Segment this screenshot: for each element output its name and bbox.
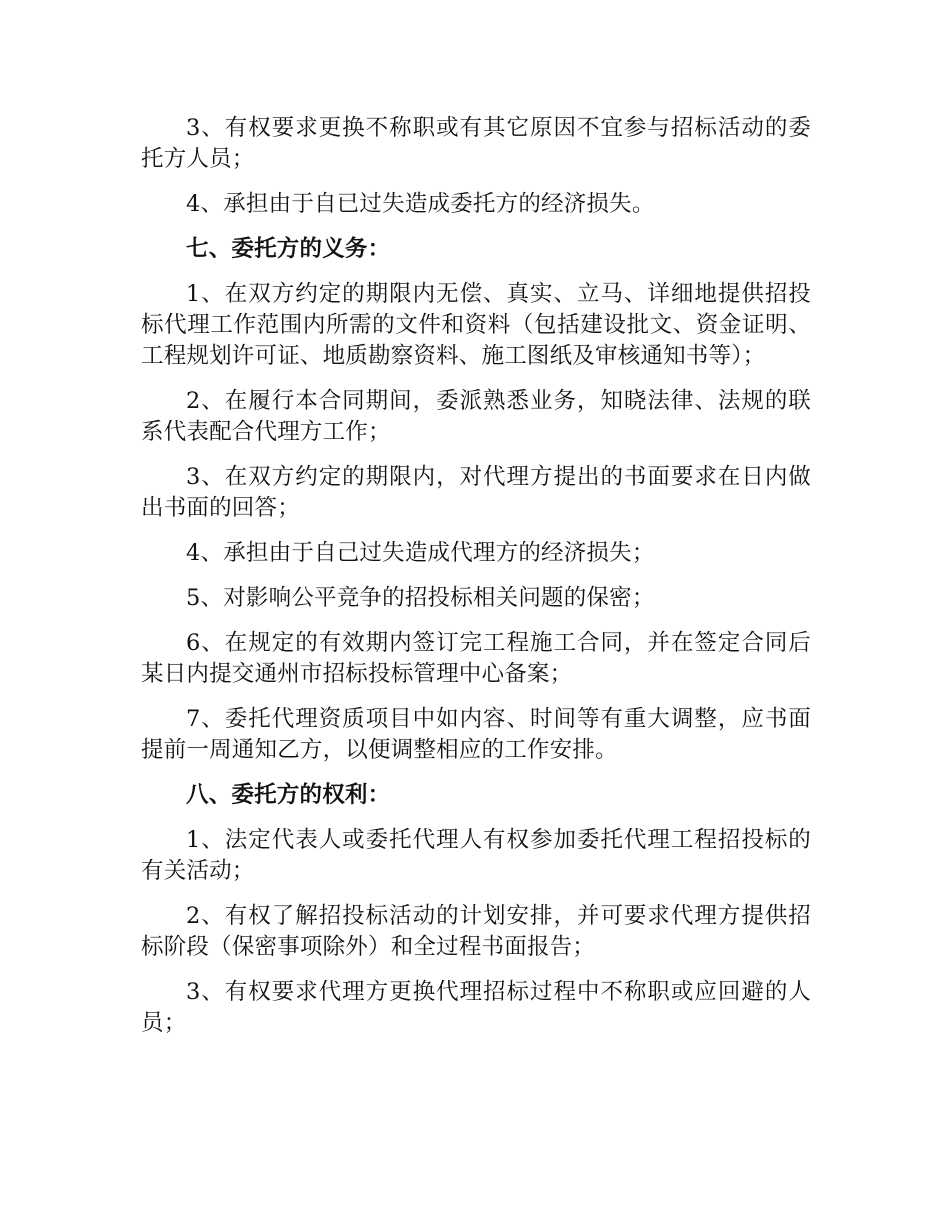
paragraph-8: 6、在规定的有效期内签订完工程施工合同，并在签定合同后某日内提交通州市招标投标管理中心备案； xyxy=(141,630,811,687)
paragraph-2: 4、承担由于自已过失造成委托方的经济损失。 xyxy=(186,191,655,217)
paragraph-10: 1、法定代表人或委托代理人有权参加委托代理工程招投标的有关活动； xyxy=(141,827,811,884)
paragraph-12: 3、有权要求代理方更换代理招标过程中不称职或应回避的人员； xyxy=(141,979,811,1036)
paragraph-1: 3、有权要求更换不称职或有其它原因不宜参与招标活动的委托方人员； xyxy=(141,115,811,172)
paragraph-11: 2、有权了解招投标活动的计划安排，并可要求代理方提供招标阶段（保密事项除外）和全过程书面报告； xyxy=(141,903,811,960)
section-heading-7: 七、委托方的义务： xyxy=(186,236,391,262)
paragraph-9: 7、委托代理资质项目中如内容、时间等有重大调整，应书面提前一周通知乙方，以便调整相应的工作安排。 xyxy=(141,706,811,763)
section-heading-8: 八、委托方的权利： xyxy=(186,782,391,808)
paragraph-6: 4、承担由于自己过失造成代理方的经济损失； xyxy=(186,540,655,566)
paragraph-4: 2、在履行本合同期间，委派熟悉业务，知晓法律、法规的联系代表配合代理方工作； xyxy=(141,388,811,445)
paragraph-7: 5、对影响公平竞争的招投标相关问题的保密； xyxy=(186,585,655,611)
paragraph-5: 3、在双方约定的期限内，对代理方提出的书面要求在日内做出书面的回答； xyxy=(141,464,811,521)
paragraph-3: 1、在双方约定的期限内无偿、真实、立马、详细地提供招投标代理工作范围内所需的文件和资料（包括建设批文、资金证明、工程规划许可证、地质勘察资料、施工图纸及审核通知书等）； xyxy=(141,281,811,369)
document-body xyxy=(141,113,811,1053)
